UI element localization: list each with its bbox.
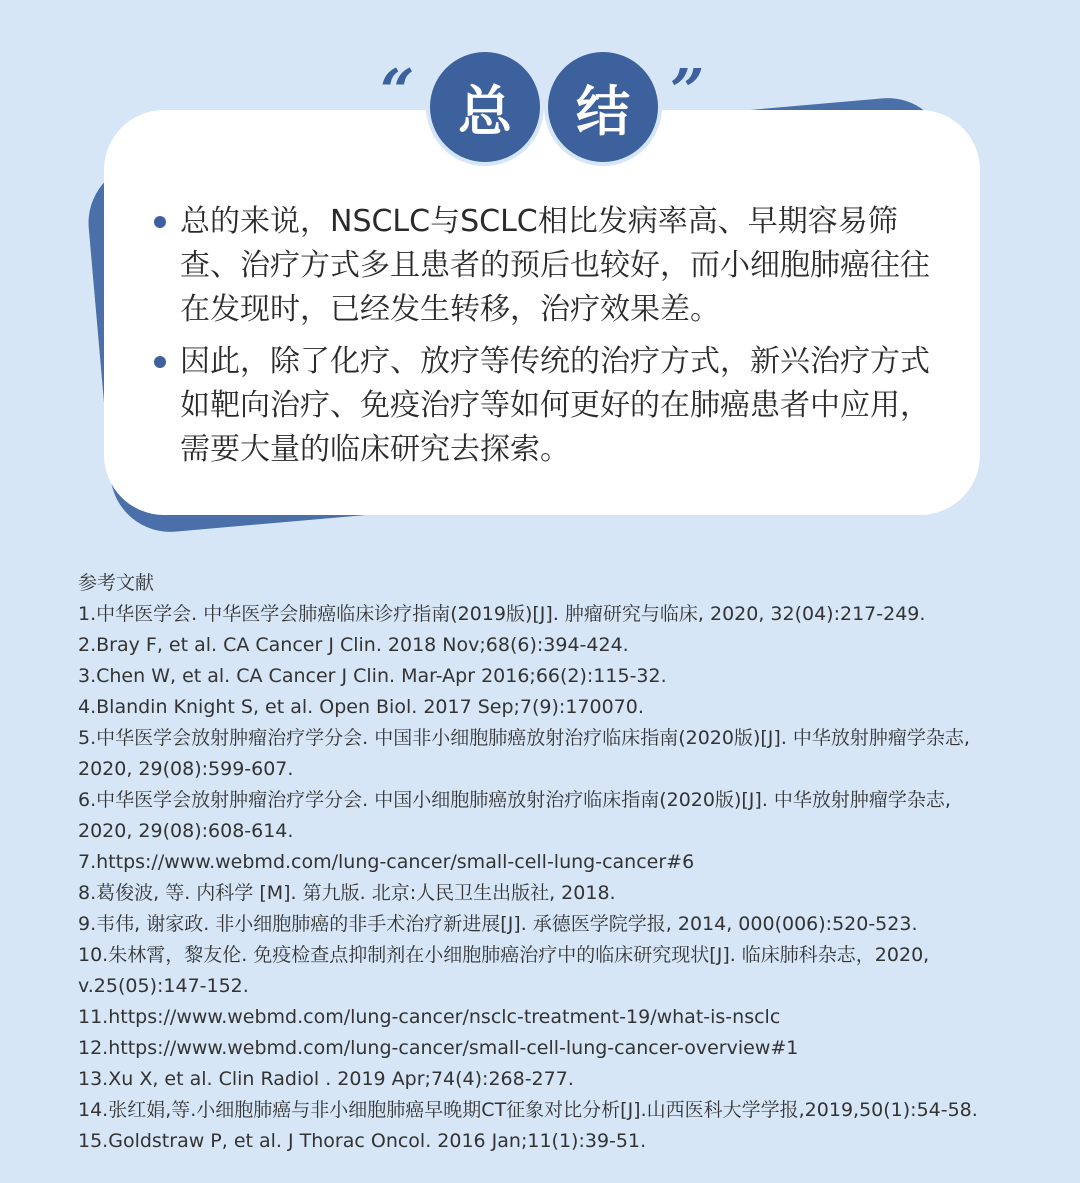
reference-link[interactable]: 7.https://www.webmd.com/lung-cancer/small-cell-lung-cancer#6 <box>78 851 695 873</box>
reference-item: 15.Goldstraw P, et al. J Thorac Oncol. 2016 Jan;11(1):39-51. <box>78 1130 647 1152</box>
reference-item: 13.Xu X, et al. Clin Radiol . 2019 Apr;74(4):268-277. <box>78 1068 574 1090</box>
reference-item: 14.张红娟,等.小细胞肺癌与非小细胞肺癌早晚期CT征象对比分析[J].山西医科大学学报,2019,50(1):54-58. <box>78 1099 978 1121</box>
summary-point <box>150 200 940 332</box>
summary-point-text: 因此，除了化疗、放疗等传统的治疗方式，新兴治疗方式如靶向治疗、免疫治疗等如何更好的在肺癌患者中应用，需要大量的临床研究去探索。 <box>180 344 930 467</box>
summary-point <box>150 340 940 472</box>
reference-item: 6.中华医学会放射肿瘤治疗学分会. 中国小细胞肺癌放射治疗临床指南(2020版)[J]. 中华放射肿瘤学杂志, 2020, 29(08):608-614. <box>78 789 951 842</box>
reference-link[interactable]: 12.https://www.webmd.com/lung-cancer/small-cell-lung-cancer-overview#1 <box>78 1037 799 1059</box>
reference-item: 9.韦伟, 谢家政. 非小细胞肺癌的非手术治疗新进展[J]. 承德医学院学报, 2014, 000(006):520-523. <box>78 913 918 935</box>
summary-points <box>150 200 940 480</box>
quote-open-mark: “ <box>380 57 415 127</box>
reference-item: 2.Bray F, et al. CA Cancer J Clin. 2018 Nov;68(6):394-424. <box>78 634 629 656</box>
quote-close-mark: ” <box>670 57 705 127</box>
reference-item: 10.朱林霄，黎友伦. 免疫检查点抑制剂在小细胞肺癌治疗中的临床研究现状[J]. 临床肺科杂志，2020, v.25(05):147-152. <box>78 944 930 997</box>
reference-item: 5.中华医学会放射肿瘤治疗学分会. 中国非小细胞肺癌放射治疗临床指南(2020版)[J]. 中华放射肿瘤学杂志, 2020, 29(08):599-607. <box>78 727 970 780</box>
summary-section <box>0 0 1080 560</box>
reference-item: 3.Chen W, et al. CA Cancer J Clin. Mar-Apr 2016;66(2):115-32. <box>78 665 667 687</box>
reference-item: 1.中华医学会. 中华医学会肺癌临床诊疗指南(2019版)[J]. 肿瘤研究与临床, 2020, 32(04):217-249. <box>78 603 926 625</box>
summary-point-text: 总的来说，NSCLC与SCLC相比发病率高、早期容易筛查、治疗方式多且患者的预后也较好，而小细胞肺癌往往在发现时，已经发生转移，治疗效果差。 <box>180 204 930 327</box>
references-title: 参考文献 <box>78 572 155 594</box>
references <box>78 568 1008 1157</box>
reference-item: 8.葛俊波, 等. 内科学 [M]. 第九版. 北京:人民卫生出版社, 2018. <box>78 882 616 904</box>
title-char-1: 总 <box>426 48 544 166</box>
bullet-dot-icon <box>154 356 166 368</box>
reference-link[interactable]: 11.https://www.webmd.com/lung-cancer/nsclc-treatment-19/what-is-nsclc <box>78 1006 781 1028</box>
title-char-2: 结 <box>544 48 662 166</box>
reference-item: 4.Blandin Knight S, et al. Open Biol. 2017 Sep;7(9):170070. <box>78 696 644 718</box>
bullet-dot-icon <box>154 216 166 228</box>
